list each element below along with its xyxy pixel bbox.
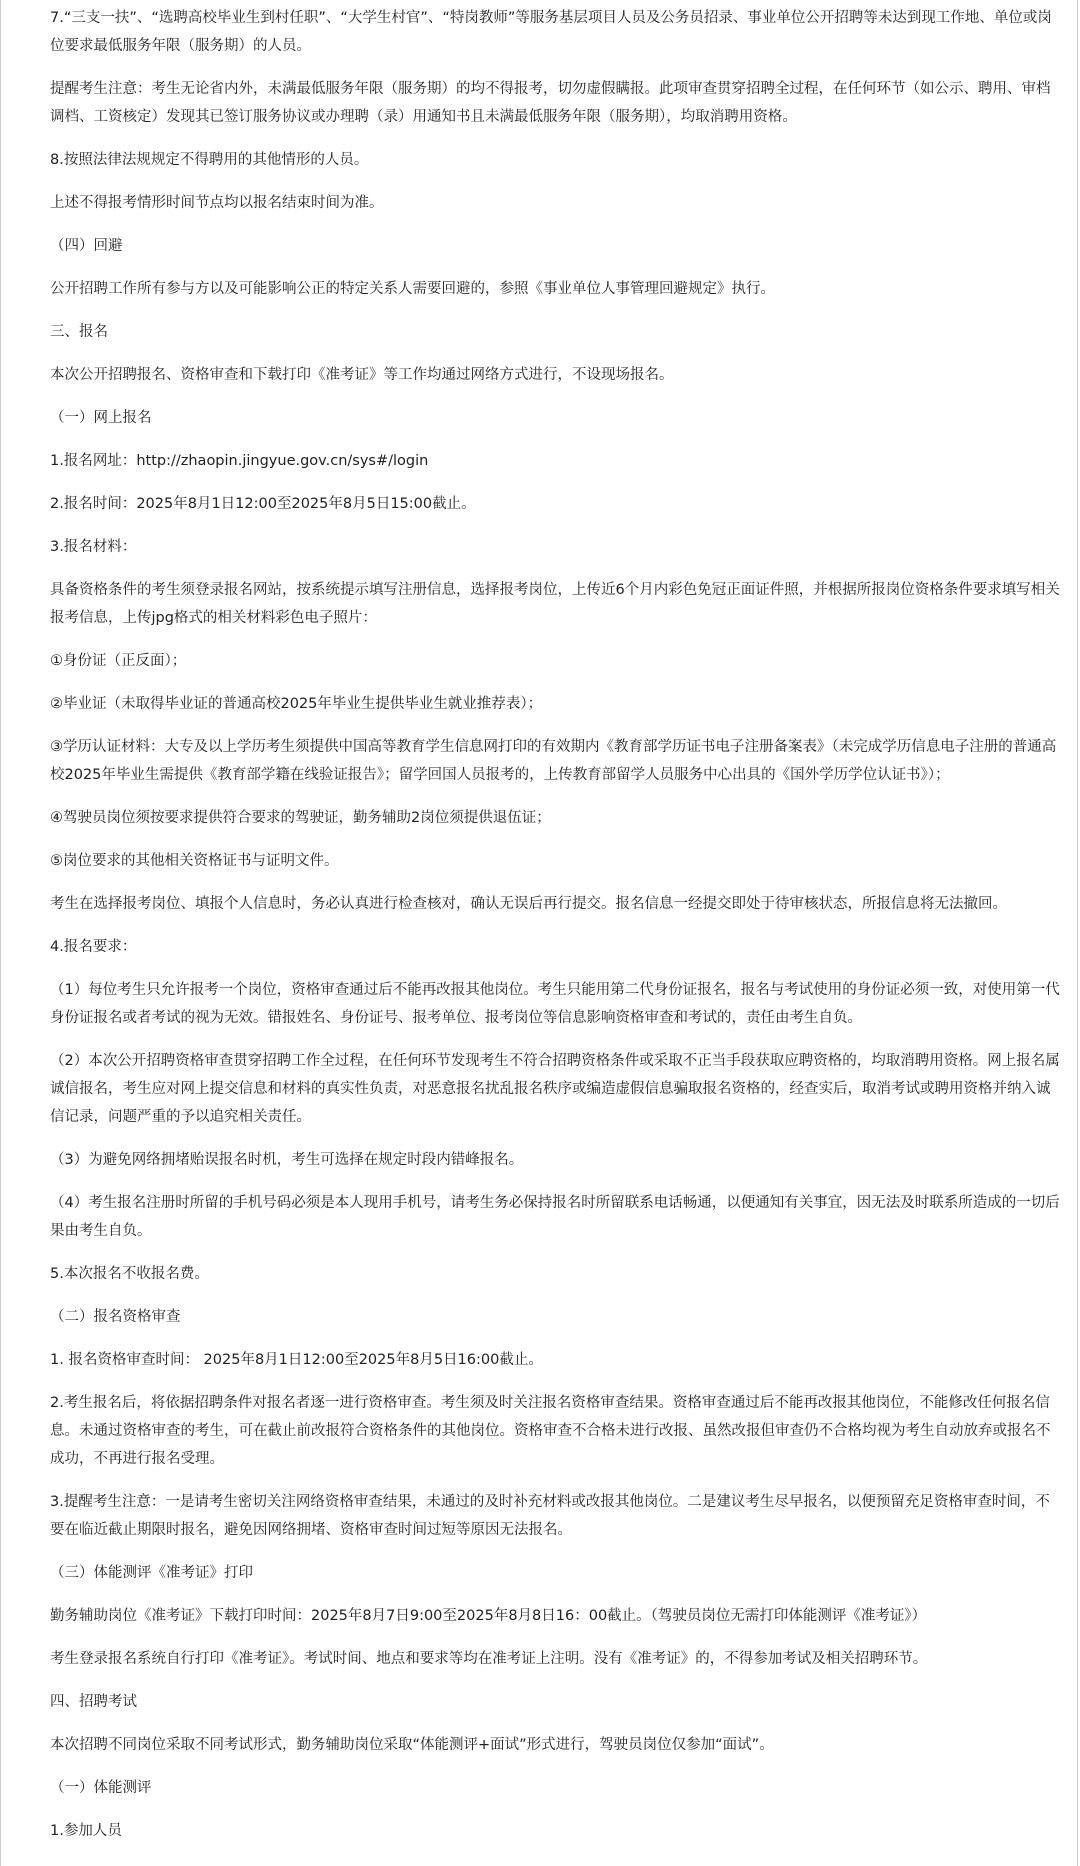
ticket-print-time: 勤务辅助岗位《准考证》下载打印时间：2025年8月7日9:00至2025年8月8日16：00截止。（驾驶员岗位无需打印体能测评《准考证》） <box>50 1608 927 1624</box>
section-heading-avoidance: （四）回避 <box>50 238 123 254</box>
paragraph-online-only: 本次公开招聘报名、资格审查和下载打印《准考证》等工作均通过网络方式进行，不设现场报名。 <box>50 367 674 383</box>
paragraph-materials-intro: 具备资格条件的考生须登录报名网站，按系统提示填写注册信息，选择报考岗位，上传近6个月内彩色免冠正面证件照，并根据所报岗位资格条件要求填写相关报考信息，上传jpg格式的相关材料彩色电子照片： <box>50 582 1060 626</box>
material-id-card: ①身份证（正反面）； <box>50 653 187 669</box>
paragraph-exam-forms: 本次招聘不同岗位采取不同考试形式，勤务辅助岗位采取“体能测评+面试”形式进行，驾驶员岗位仅参加“面试”。 <box>50 1737 774 1753</box>
section-heading-recruitment-exam: 四、招聘考试 <box>50 1694 137 1710</box>
material-driver-license: ④驾驶员岗位须按要求提供符合要求的驾驶证，勤务辅助2岗位须提供退伍证； <box>50 810 551 826</box>
review-process: 2.考生报名后，将依据招聘条件对报名者逐一进行资格审查。考生须及时关注报名资格审查结果。资格审查通过后不能再改报其他岗位，不能修改任何报名信息。未通过资格审查的考生，可在截止前改报符合资格条件的其他岗位。资格审查不合格未进行改报、虽然改报但审查仍不合格均视为考生自动放弃或报名不成功，不再进行报名受理。 <box>50 1395 1051 1467</box>
material-degree-certification: ③学历认证材料：大专及以上学历考生须提供中国高等教育学生信息网打印的有效期内《教育部学历证书电子注册备案表》（未完成学历信息电子注册的普通高校2025年毕业生需提供《教育部学籍在线验证报告》；留学回国人员报考的，上传教育部留学人员服务中心出具的《国外学历学位认证书》）； <box>50 739 1057 783</box>
section-heading-online-registration: （一）网上报名 <box>50 410 152 426</box>
registration-time: 2.报名时间：2025年8月1日12:00至2025年8月5日15:00截止。 <box>50 496 476 512</box>
review-time: 1. 报名资格审查时间： 2025年8月1日12:00至2025年8月5日16:00截止。 <box>50 1352 543 1368</box>
material-diploma: ②毕业证（未取得毕业证的普通高校2025年毕业生提供毕业生就业推荐表）； <box>50 696 543 712</box>
requirement-1: （1）每位考生只允许报考一个岗位，资格审查通过后不能再改报其他岗位。考生只能用第二代身份证报名，报名与考试使用的身份证必须一致，对使用第一代身份证报名或者考试的视为无效。错报姓名、身份证号、报考单位、报考岗位等信息影响资格审查和考试的，责任由考生自负。 <box>50 982 1060 1026</box>
registration-materials-heading: 3.报名材料： <box>50 539 137 555</box>
paragraph-reminder-service-period: 提醒考生注意：考生无论省内外，未满最低服务年限（服务期）的均不得报考，切勿虚假瞒报。此项审查贯穿招聘全过程，在任何环节（如公示、聘用、审档调档、工资核定）发现其已签订服务协议或办理聘（录）用通知书且未满最低服务年限（服务期），均取消聘用资格。 <box>50 81 1051 125</box>
ticket-self-print: 考生登录报名系统自行打印《准考证》。考试时间、地点和要求等均在准考证上注明。没有《准考证》的，不得参加考试及相关招聘环节。 <box>50 1651 928 1667</box>
physical-test-participants: 1.参加人员 <box>50 1823 122 1839</box>
material-other-certificates: ⑤岗位要求的其他相关资格证书与证明文件。 <box>50 853 339 869</box>
section-heading-registration: 三、报名 <box>50 324 108 340</box>
paragraph-check-before-submit: 考生在选择报考岗位、填报个人信息时，务必认真进行检查核对，确认无误后再行提交。报名信息一经提交即处于待审核状态，所报信息将无法撤回。 <box>50 896 1007 912</box>
section-heading-physical-test: （一）体能测评 <box>50 1780 152 1796</box>
requirement-2: （2）本次公开招聘资格审查贯穿招聘工作全过程，在任何环节发现考生不符合招聘资格条件或采取不正当手段获取应聘资格的，均取消聘用资格。网上报名属诚信报名，考生应对网上提交信息和材料的真实性负责，对恶意报名扰乱报名秩序或编造虚假信息骗取报名资格的，经查实后，取消考试或聘用资格并纳入诚信记录，问题严重的予以追究相关责任。 <box>50 1053 1060 1125</box>
paragraph-8-other-cases: 8.按照法律法规规定不得聘用的其他情形的人员。 <box>50 152 369 168</box>
registration-requirements-heading: 4.报名要求： <box>50 939 137 955</box>
paragraph-avoidance: 公开招聘工作所有参与方以及可能影响公正的特定关系人需要回避的，参照《事业单位人事管理回避规定》执行。 <box>50 281 775 297</box>
section-heading-admission-ticket: （三）体能测评《准考证》打印 <box>50 1565 253 1581</box>
announcement-body <box>50 4 1060 1845</box>
paragraph-7-ineligible-service: 7.“三支一扶”、“选聘高校毕业生到村任职”、“大学生村官”、“特岗教师”等服务基层项目人员及公务员招录、事业单位公开招聘等未达到现工作地、单位或岗位要求最低服务年限（服务期）的人员。 <box>50 10 1052 54</box>
review-reminder: 3.提醒考生注意：一是请考生密切关注网络资格审查结果，未通过的及时补充材料或改报其他岗位。二是建议考生尽早报名，以便预留充足资格审查时间，不要在临近截止期限时报名，避免因网络拥堵、资格审查时间过短等原因无法报名。 <box>50 1494 1050 1538</box>
requirement-3: （3）为避免网络拥堵贻误报名时机，考生可选择在规定时段内错峰报名。 <box>50 1152 524 1168</box>
requirement-4: （4）考生报名注册时所留的手机号码必须是本人现用手机号，请考生务必保持报名时所留联系电话畅通，以便通知有关事宜，因无法及时联系所造成的一切后果由考生自负。 <box>50 1195 1060 1239</box>
paragraph-no-fee: 5.本次报名不收报名费。 <box>50 1266 209 1282</box>
paragraph-time-node: 上述不得报考情形时间节点均以报名结束时间为准。 <box>50 195 384 211</box>
section-heading-qualification-review: （二）报名资格审查 <box>50 1309 181 1325</box>
registration-url: 1.报名网址：http://zhaopin.jingyue.gov.cn/sys#/login <box>50 453 429 469</box>
